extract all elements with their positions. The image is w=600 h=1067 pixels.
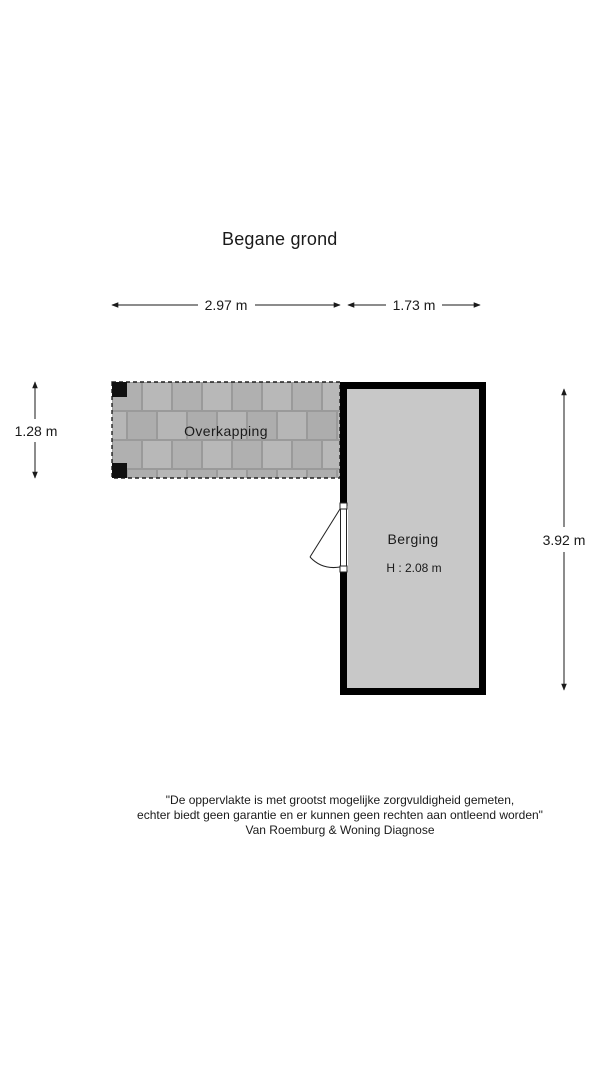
door-swing-arc bbox=[310, 557, 340, 568]
dimension-label: 1.28 m bbox=[14, 423, 58, 439]
dimension-label: 2.97 m bbox=[204, 297, 248, 313]
dimension-right bbox=[543, 389, 586, 690]
door-leaf bbox=[310, 509, 340, 557]
floor-title: Begane grond bbox=[222, 229, 338, 249]
post-top-left bbox=[112, 382, 127, 397]
dimension-top-left bbox=[112, 297, 340, 313]
disclaimer-line: echter biedt geen garantie en er kunnen geen rechten aan ontleend worden" bbox=[137, 808, 543, 822]
dimension-top-right bbox=[348, 297, 480, 313]
post-bottom-left bbox=[112, 463, 127, 478]
overkapping-area bbox=[112, 382, 340, 478]
disclaimer-credit: Van Roemburg & Woning Diagnose bbox=[245, 823, 435, 837]
door-jamb-bottom bbox=[340, 566, 347, 572]
dimension-left bbox=[15, 382, 58, 478]
dimension-label: 3.92 m bbox=[542, 532, 586, 548]
berging-height: H : 2.08 m bbox=[386, 561, 442, 575]
berging-label: Berging bbox=[387, 531, 439, 547]
disclaimer-line: "De oppervlakte is met grootst mogelijke zorgvuldigheid gemeten, bbox=[165, 793, 515, 807]
disclaimer bbox=[0, 793, 600, 838]
dimension-label: 1.73 m bbox=[392, 297, 436, 313]
overkapping-label: Overkapping bbox=[184, 423, 268, 439]
door-jamb-top bbox=[340, 503, 347, 509]
